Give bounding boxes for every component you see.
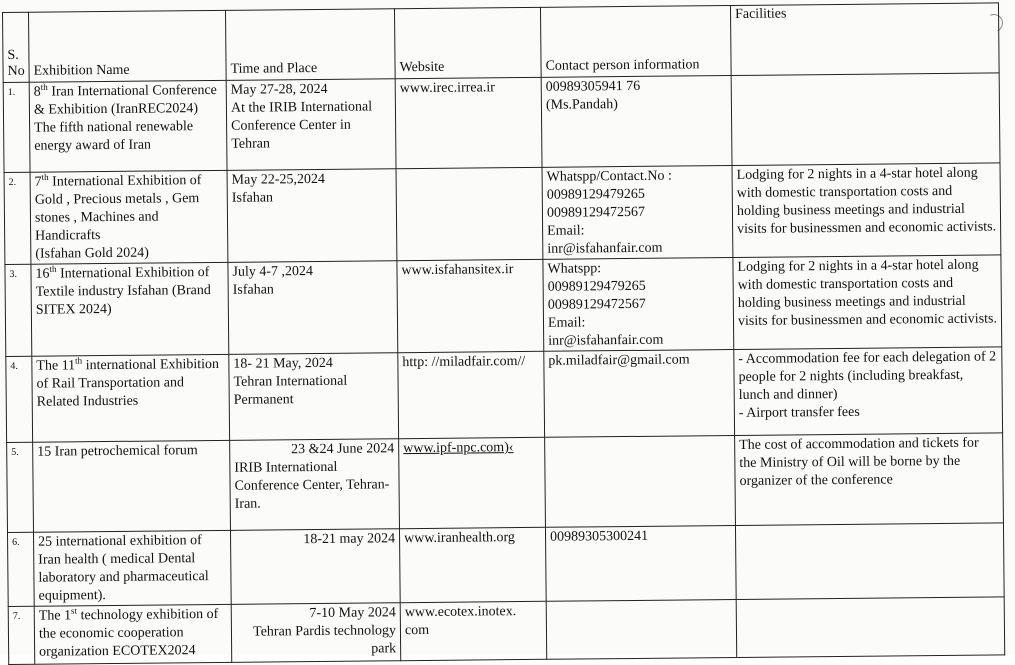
header-website: Website (394, 7, 541, 78)
event-venue: IRIB International Conference Center, Tehran-Iran. (234, 459, 390, 512)
table-row (5, 255, 1002, 357)
website-link[interactable]: www.ipf-npc.com)‹ (399, 437, 546, 528)
website-link[interactable]: www.isfahansitex.ir (397, 259, 544, 352)
exhibition-name: 7th International Exhibition of Gold , Precious metals , Gem stones , Machines and Handicrafts (Isfahan Gold 2024) (30, 170, 228, 264)
table-row (7, 523, 1004, 607)
header-exhibition-name: Exhibition Name (29, 10, 227, 82)
table-header-row (3, 3, 1000, 83)
table-row (3, 73, 1000, 173)
row-number: 6. (7, 532, 34, 606)
time-and-place: July 4-7 ,2024 Isfahan (228, 261, 398, 355)
website-link[interactable]: http: //miladfair.com// (398, 351, 545, 438)
website-link[interactable] (396, 167, 543, 260)
row-number: 5. (7, 442, 34, 532)
facilities-text (731, 73, 1000, 166)
header-serial-number: S. No (3, 12, 30, 82)
row-number: 4. (6, 356, 33, 442)
contact-info: 00989305941 76 (Ms.Pandah) (541, 76, 732, 168)
contact-info (545, 435, 736, 527)
event-dates: 7-10 May 2024 Tehran Pardis technology park (253, 605, 397, 657)
facilities-text: The cost of accommodation and tickets for the Ministry of Oil will be borne by the organizer of the conference (735, 433, 1004, 526)
exhibitions-table (2, 2, 1005, 665)
contact-info: Whatspp/Contact.No : 00989129479265 00989129472567 Email: inr@isfahanfair.com (542, 165, 733, 259)
contact-info: Whatspp: 00989129479265 00989129472567 Email: inr@isfahanfair.com (543, 257, 734, 351)
row-number: 1. (3, 82, 30, 172)
website-link[interactable]: www.irec.irrea.ir (395, 77, 542, 168)
exhibition-name: 25 international exhibition of Iran health ( medical Dental laboratory and pharmaceutical equipment). (33, 530, 231, 606)
facilities-text (736, 597, 1005, 658)
event-dates: 18-21 may 2024 (303, 531, 396, 548)
time-and-place: May 22-25,2024 Isfahan (227, 169, 397, 263)
table-row (4, 163, 1001, 265)
exhibition-name: 15 Iran petrochemical forum (33, 440, 231, 532)
row-number: 7. (8, 606, 35, 664)
exhibition-name: 16th International Exhibition of Textile industry Isfahan (Brand SITEX 2024) (31, 262, 229, 356)
exhibition-name: 8th Iran International Conference & Exhibition (IranREC2024) The fifth national renewable energy award of Iran (29, 80, 227, 172)
exhibition-name: The 11th international Exhibition of Rail Transportation and Related Industries (32, 354, 230, 442)
contact-info: 00989305300241 (545, 525, 736, 601)
contact-info (546, 599, 737, 659)
row-number: 2. (4, 172, 31, 264)
facilities-text (735, 523, 1004, 600)
website-link[interactable]: www.iranhealth.org (399, 527, 546, 602)
header-contact-person: Contact person information (540, 6, 731, 78)
facilities-text: Lodging for 2 nights in a 4-star hotel along with domestic transportation costs and holding business meetings and industrial visits for businessmen and economic activists. (732, 163, 1001, 258)
row-number: 3. (5, 264, 32, 356)
exhibition-name: The 1st technology exhibition of the economic cooperation organization ECOTEX2024 (34, 604, 232, 664)
header-facilities: Facilities (730, 3, 999, 76)
time-and-place: May 27-28, 2024 At the IRIB International Conference Center in Tehran (226, 79, 396, 171)
contact-info: pk.miladfair@gmail.com (544, 349, 735, 437)
facilities-text: - Accommodation fee for each delegation of 2 people for 2 nights (including breakfast, lunch and dinner) - Airport transfer fees (734, 347, 1003, 436)
time-and-place: 18- 21 May, 2024 Tehran International Permanent (229, 353, 399, 441)
table-row (7, 433, 1004, 533)
table-row (6, 347, 1003, 443)
facilities-text: Lodging for 2 nights in a 4-star hotel along with domestic transportation costs and holding business meetings and industrial visits for businessmen and economic activists. (733, 255, 1002, 350)
event-dates: 23 &24 June 2024 (291, 441, 395, 458)
time-and-place (230, 529, 400, 605)
header-time-and-place: Time and Place (225, 9, 395, 81)
table-row (8, 597, 1005, 665)
time-and-place (230, 439, 400, 531)
time-and-place (231, 603, 401, 663)
website-link[interactable]: www.ecotex.inotex. com (400, 601, 547, 660)
